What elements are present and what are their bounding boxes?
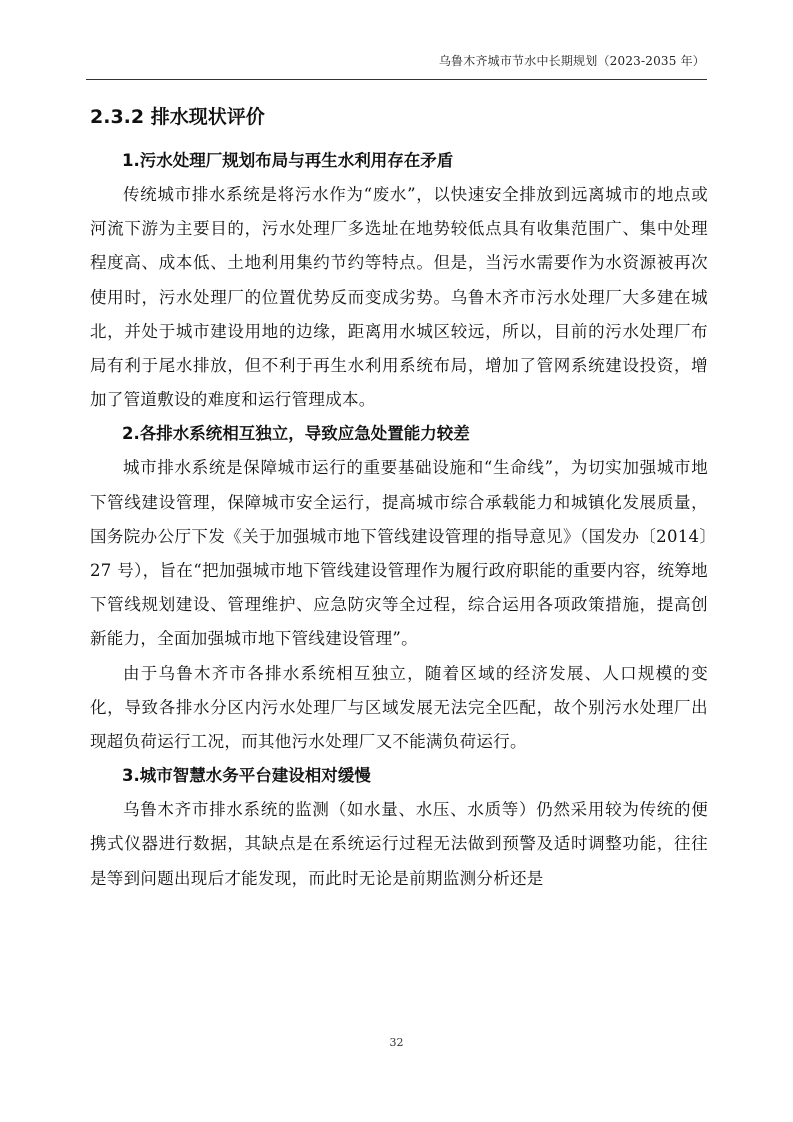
paragraph: 城市排水系统是保障城市运行的重要基础设施和“生命线”，为切实加强城市地下管线建设管理，保障城市安全运行，提高城市综合承载能力和城镇化发展质量，国务院办公厅下发《关于加强城市地下管线建设管理的指导意见》（国发办〔2014〕27 号），旨在“把加强城市地下管线建设管理作为履行政府职能的重要内容，统筹地下管线规划建设、管理维护、应急防灾等全过程，综合运用各项政策措施，提高创新能力，全面加强城市地下管线建设管理”。	[90, 458, 708, 649]
subsection-heading-3: 3.城市智慧水务平台建设相对缓慢	[122, 766, 371, 786]
main-content	[90, 100, 708, 896]
running-header: 乌鲁木齐城市节水中长期规划（2023-2035 年）	[438, 54, 705, 68]
paragraph: 由于乌鲁木齐市各排水系统相互独立，随着区域的经济发展、人口规模的变化，导致各排水分区内污水处理厂与区域发展无法完全匹配，故个别污水处理厂出现超负荷运行工况，而其他污水处理厂又不能满负荷运行。	[90, 663, 708, 752]
paragraph: 传统城市排水系统是将污水作为“废水”，以快速安全排放到远离城市的地点或河流下游为主要目的，污水处理厂多选址在地势较低点具有收集范围广、集中处理程度高、成本低、土地利用集约节约等特点。但是，当污水需要作为水资源被再次使用时，污水处理厂的位置优势反而变成劣势。乌鲁木齐市污水处理厂大多建在城北，并处于城市建设用地的边缘，距离用水城区较远，所以，目前的污水处理厂布局有利于尾水排放，但不利于再生水利用系统布局，增加了管网系统建设投资，增加了管道敷设的难度和运行管理成本。	[90, 185, 708, 410]
header-divider	[86, 79, 707, 80]
section-title: 2.3.2 排水现状评价	[90, 106, 265, 128]
paragraph: 乌鲁木齐市排水系统的监测（如水量、水压、水质等）仍然采用较为传统的便携式仪器进行数据，其缺点是在系统运行过程无法做到预警及适时调整功能，往往是等到问题出现后才能发现，而此时无论是前期监测分析还是	[90, 800, 708, 888]
subsection-heading-2: 2.各排水系统相互独立，导致应急处置能力较差	[122, 424, 470, 444]
page-number: 32	[389, 1036, 404, 1049]
subsection-heading-1: 1.污水处理厂规划布局与再生水利用存在矛盾	[122, 151, 454, 170]
